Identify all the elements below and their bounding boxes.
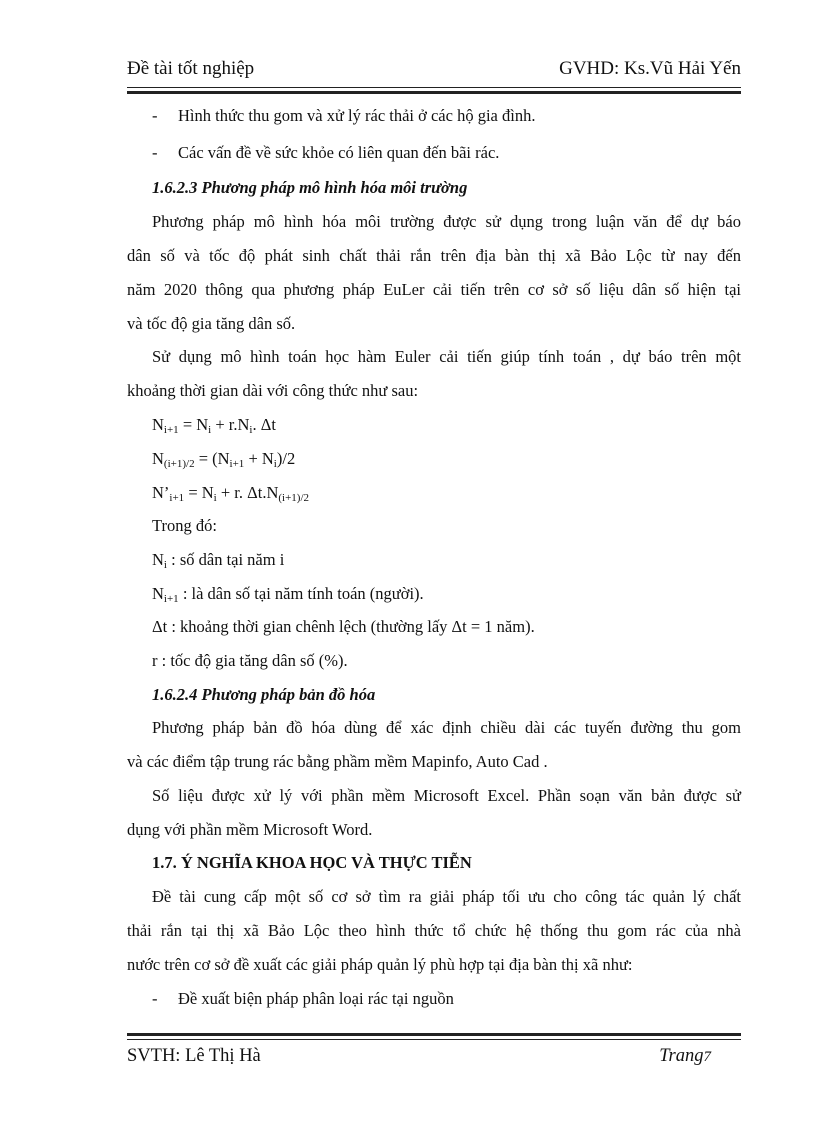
paragraph-line: và các điểm tập trung rác bằng phầm mềm Mapinfo, Auto Cad .: [127, 752, 548, 771]
bullet-item: - Hình thức thu gom và xử lý rác thải ở các hộ gia đình.: [152, 106, 536, 125]
paragraph-line: Số liệu được xử lý với phần mềm Microsoft Excel. Phần soạn văn bản được sử: [152, 786, 741, 805]
paragraph-line: khoảng thời gian dài với công thức như sau:: [127, 381, 419, 400]
header-thesis-title: Đề tài tốt nghiệp: [127, 58, 255, 79]
paragraph-line: dụng với phần mềm Microsoft Word.: [127, 820, 373, 839]
paragraph-line: và tốc độ gia tăng dân số.: [127, 314, 296, 333]
footer-student: SVTH: Lê Thị Hà: [127, 1046, 261, 1066]
formula-2: $N_{(i+1)/2} = (N_{i+1} + N_i)/2$: [152, 449, 296, 470]
paragraph-line: nước trên cơ sở đề xuất các giải pháp quản lý phù hợp tại địa bàn thị xã như:: [127, 955, 633, 974]
formula-1: $N_{i+1} = N_i + r.N_i$. Δt: [152, 415, 276, 436]
definition-item: $N_{i+1}$ : là dân số tại năm tính toán (người).: [152, 584, 424, 605]
section-heading: 1.6.2.4 Phương pháp bản đồ hóa: [152, 685, 376, 704]
section-heading: 1.6.2.3 Phương pháp mô hình hóa môi trường: [152, 178, 468, 197]
header-advisor: GVHD: Ks.Vũ Hải Yến: [559, 58, 741, 79]
definition-item: r : tốc độ gia tăng dân số (%).: [152, 651, 348, 670]
paragraph-line: dân số và tốc độ phát sinh chất thải rắn trên địa bàn thị xã Bảo Lộc từ nay đến: [127, 246, 741, 265]
paragraph-line: Phương pháp mô hình hóa môi trường được sử dụng trong luận văn để dự báo: [152, 212, 741, 231]
page-header: [127, 58, 741, 84]
definition-item: Δt : khoảng thời gian chênh lệch (thường lấy Δt = 1 năm).: [152, 617, 535, 636]
paragraph-line: Đề tài cung cấp một số cơ sở tìm ra giải pháp tối ưu cho công tác quản lý chất: [152, 887, 741, 906]
paragraph-line: thải rắn tại thị xã Bảo Lộc theo hình thức tổ chức hệ thống thu gom rác của nhà: [127, 921, 741, 940]
page-number: Trang7: [659, 1046, 711, 1066]
chapter-heading: 1.7. Ý NGHĨA KHOA HỌC VÀ THỰC TIỄN: [152, 853, 472, 872]
paragraph-line: Phương pháp bản đồ hóa dùng để xác định chiều dài các tuyến đường thu gom: [152, 718, 741, 737]
paragraph-line: năm 2020 thông qua phương pháp EuLer cải tiến trên cơ sở số liệu dân số hiện tại: [127, 280, 741, 299]
definition-item: $N_i$ : số dân tại năm i: [152, 550, 285, 571]
footer-rule-thin: [127, 1039, 741, 1040]
header-rule-thick: [127, 91, 741, 94]
bullet-item: - Các vấn đề về sức khỏe có liên quan đến bãi rác.: [152, 143, 500, 162]
page-footer: [127, 1046, 741, 1072]
footer-rule-thick: [127, 1033, 741, 1036]
paragraph-line: Sử dụng mô hình toán học hàm Euler cải tiến giúp tính toán , dự báo trên một: [152, 347, 741, 366]
header-rule-thin: [127, 87, 741, 88]
where-label: Trong đó:: [152, 516, 217, 535]
bullet-item: - Đề xuất biện pháp phân loại rác tại nguồn: [152, 989, 454, 1008]
formula-3: $N’_{i+1} = N_i + r$. $\Delta t.N_{(i+1)/2}$: [152, 483, 310, 504]
